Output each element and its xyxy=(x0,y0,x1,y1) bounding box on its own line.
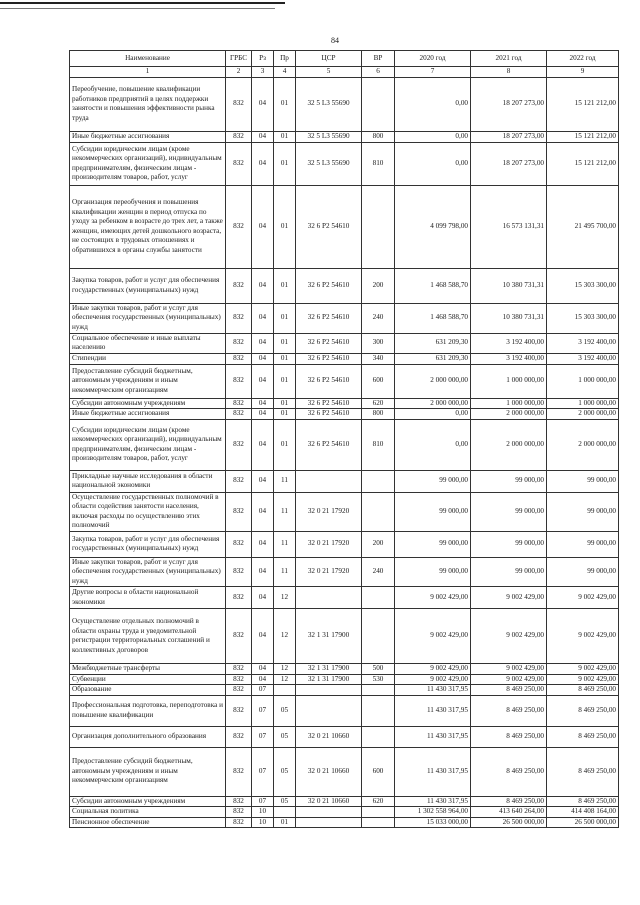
row-grbs: 832 xyxy=(226,664,252,675)
row-value-2020: 11 430 317,95 xyxy=(395,747,471,796)
row-pr: 01 xyxy=(274,333,296,353)
row-value-2021: 8 469 250,00 xyxy=(471,685,547,696)
row-pr: 11 xyxy=(274,470,296,492)
row-value-2022: 8 469 250,00 xyxy=(547,796,619,807)
table-row xyxy=(70,695,619,726)
row-value-2021: 3 192 400,00 xyxy=(471,353,547,364)
table-row xyxy=(70,664,619,675)
row-value-2022: 1 000 000,00 xyxy=(547,398,619,409)
table-row xyxy=(70,333,619,353)
row-value-2020: 9 002 429,00 xyxy=(395,609,471,664)
row-grbs: 832 xyxy=(226,303,252,333)
row-value-2022: 9 002 429,00 xyxy=(547,674,619,685)
row-grbs: 832 xyxy=(226,131,252,142)
col-header-name: Наименование xyxy=(70,51,226,67)
row-value-2022: 2 000 000,00 xyxy=(547,419,619,470)
row-value-2021: 1 000 000,00 xyxy=(471,364,547,398)
row-rz: 04 xyxy=(252,185,274,268)
table-row xyxy=(70,492,619,531)
row-value-2022: 15 121 212,00 xyxy=(547,77,619,131)
row-pr: 01 xyxy=(274,268,296,303)
row-value-2020: 99 000,00 xyxy=(395,557,471,587)
row-value-2021: 99 000,00 xyxy=(471,557,547,587)
row-value-2020: 11 430 317,95 xyxy=(395,796,471,807)
row-name: Субсидии автономным учреждениям xyxy=(70,796,226,807)
row-value-2021: 1 000 000,00 xyxy=(471,398,547,409)
row-value-2022: 26 500 000,00 xyxy=(547,817,619,828)
row-grbs: 832 xyxy=(226,77,252,131)
row-rz: 04 xyxy=(252,353,274,364)
row-vr: 620 xyxy=(362,796,395,807)
row-value-2022: 21 495 700,00 xyxy=(547,185,619,268)
row-value-2022: 9 002 429,00 xyxy=(547,587,619,609)
row-value-2020: 99 000,00 xyxy=(395,492,471,531)
row-name: Осуществление государственных полномочий в области содействия занятости населения, включая расходы по осуществлению этих полномочий xyxy=(70,492,226,531)
row-pr: 01 xyxy=(274,817,296,828)
row-pr: 01 xyxy=(274,353,296,364)
row-grbs: 832 xyxy=(226,364,252,398)
table-row xyxy=(70,557,619,587)
row-rz: 07 xyxy=(252,747,274,796)
row-grbs: 832 xyxy=(226,492,252,531)
row-value-2021: 99 000,00 xyxy=(471,531,547,557)
row-vr xyxy=(362,685,395,696)
row-vr xyxy=(362,470,395,492)
row-rz: 04 xyxy=(252,333,274,353)
row-csr: 32 1 31 17900 xyxy=(296,664,362,675)
row-value-2020: 631 209,30 xyxy=(395,333,471,353)
row-pr: 12 xyxy=(274,587,296,609)
row-pr xyxy=(274,685,296,696)
row-vr: 200 xyxy=(362,531,395,557)
row-csr: 32 0 21 17920 xyxy=(296,557,362,587)
table-row xyxy=(70,685,619,696)
table-row xyxy=(70,531,619,557)
row-vr xyxy=(362,817,395,828)
col-index: 4 xyxy=(274,67,296,78)
row-csr xyxy=(296,817,362,828)
row-name: Осуществление отдельных полномочий в области охраны труда и уведомительной регистрации территориальных соглашений и коллективных договоров xyxy=(70,609,226,664)
row-csr xyxy=(296,470,362,492)
row-value-2022: 15 303 300,00 xyxy=(547,303,619,333)
row-name: Субсидии юридическим лицам (кроме некоммерческих организаций), индивидуальным предпринимателям, физическим лицам - производителям товаров, работ, услуг xyxy=(70,419,226,470)
row-rz: 04 xyxy=(252,557,274,587)
row-name: Закупка товаров, работ и услуг для обеспечения государственных (муниципальных) нужд xyxy=(70,531,226,557)
row-grbs: 832 xyxy=(226,685,252,696)
col-index: 1 xyxy=(70,67,226,78)
row-vr: 500 xyxy=(362,664,395,675)
row-value-2020: 1 468 588,70 xyxy=(395,268,471,303)
row-rz: 04 xyxy=(252,77,274,131)
row-value-2020: 11 430 317,95 xyxy=(395,685,471,696)
row-rz: 04 xyxy=(252,664,274,675)
row-pr: 12 xyxy=(274,674,296,685)
col-index: 2 xyxy=(226,67,252,78)
row-rz: 04 xyxy=(252,419,274,470)
row-value-2020: 9 002 429,00 xyxy=(395,674,471,685)
row-grbs: 832 xyxy=(226,609,252,664)
row-vr: 300 xyxy=(362,333,395,353)
row-value-2021: 8 469 250,00 xyxy=(471,695,547,726)
row-name: Образование xyxy=(70,685,226,696)
table-row xyxy=(70,268,619,303)
row-value-2021: 99 000,00 xyxy=(471,492,547,531)
row-value-2021: 18 207 273,00 xyxy=(471,77,547,131)
row-vr: 810 xyxy=(362,142,395,185)
row-pr: 01 xyxy=(274,185,296,268)
row-name: Субсидии юридическим лицам (кроме некоммерческих организаций), индивидуальным предпринимателям, физическим лицам - производителям товаров, работ, услуг xyxy=(70,142,226,185)
row-rz: 04 xyxy=(252,364,274,398)
row-csr: 32 0 21 10660 xyxy=(296,726,362,747)
row-grbs: 832 xyxy=(226,531,252,557)
row-grbs: 832 xyxy=(226,419,252,470)
row-csr: 32 5 L3 55690 xyxy=(296,77,362,131)
table-row xyxy=(70,398,619,409)
row-value-2021: 9 002 429,00 xyxy=(471,609,547,664)
row-name: Иные закупки товаров, работ и услуг для обеспечения государственных (муниципальных) нужд xyxy=(70,557,226,587)
row-value-2022: 99 000,00 xyxy=(547,492,619,531)
row-value-2021: 18 207 273,00 xyxy=(471,131,547,142)
row-pr: 11 xyxy=(274,531,296,557)
row-value-2020: 1 468 588,70 xyxy=(395,303,471,333)
row-value-2020: 99 000,00 xyxy=(395,470,471,492)
row-grbs: 832 xyxy=(226,409,252,420)
col-index: 9 xyxy=(547,67,619,78)
row-rz: 10 xyxy=(252,807,274,818)
row-value-2021: 99 000,00 xyxy=(471,470,547,492)
col-index: 8 xyxy=(471,67,547,78)
row-csr: 32 0 21 17920 xyxy=(296,531,362,557)
row-rz: 07 xyxy=(252,695,274,726)
row-vr xyxy=(362,587,395,609)
row-value-2021: 18 207 273,00 xyxy=(471,142,547,185)
row-vr: 200 xyxy=(362,268,395,303)
row-name: Предоставление субсидий бюджетным, автономным учреждениям и иным некоммерческим организациям xyxy=(70,747,226,796)
row-value-2021: 3 192 400,00 xyxy=(471,333,547,353)
row-grbs: 832 xyxy=(226,747,252,796)
row-vr xyxy=(362,807,395,818)
row-grbs: 832 xyxy=(226,557,252,587)
row-value-2021: 8 469 250,00 xyxy=(471,726,547,747)
row-grbs: 832 xyxy=(226,268,252,303)
row-pr: 11 xyxy=(274,557,296,587)
row-value-2022: 99 000,00 xyxy=(547,470,619,492)
row-value-2020: 11 430 317,95 xyxy=(395,695,471,726)
table-row xyxy=(70,409,619,420)
row-name: Прикладные научные исследования в области национальной экономики xyxy=(70,470,226,492)
row-rz: 04 xyxy=(252,492,274,531)
table-row xyxy=(70,807,619,818)
row-csr: 32 6 P2 54610 xyxy=(296,364,362,398)
row-csr: 32 0 21 10660 xyxy=(296,796,362,807)
row-vr xyxy=(362,492,395,531)
row-name: Социальная политика xyxy=(70,807,226,818)
row-csr: 32 5 L3 55690 xyxy=(296,142,362,185)
col-index: 5 xyxy=(296,67,362,78)
row-name: Межбюджетные трансферты xyxy=(70,664,226,675)
row-value-2021: 9 002 429,00 xyxy=(471,674,547,685)
row-rz: 04 xyxy=(252,531,274,557)
row-pr: 01 xyxy=(274,419,296,470)
row-grbs: 832 xyxy=(226,398,252,409)
col-header-rz: Рз xyxy=(252,51,274,67)
row-name: Субсидии автономным учреждениям xyxy=(70,398,226,409)
row-value-2020: 4 099 798,00 xyxy=(395,185,471,268)
row-name: Профессиональная подготовка, переподготовка и повышение квалификации xyxy=(70,695,226,726)
row-csr: 32 6 P2 54610 xyxy=(296,419,362,470)
row-rz: 04 xyxy=(252,674,274,685)
col-header-2022: 2022 год xyxy=(547,51,619,67)
row-grbs: 832 xyxy=(226,674,252,685)
row-value-2021: 2 000 000,00 xyxy=(471,409,547,420)
top-rule xyxy=(0,2,285,4)
row-vr: 340 xyxy=(362,353,395,364)
row-vr: 810 xyxy=(362,419,395,470)
row-rz: 04 xyxy=(252,398,274,409)
row-rz: 04 xyxy=(252,587,274,609)
row-pr: 01 xyxy=(274,398,296,409)
row-pr: 01 xyxy=(274,77,296,131)
row-pr: 01 xyxy=(274,409,296,420)
col-index: 3 xyxy=(252,67,274,78)
table-row xyxy=(70,77,619,131)
row-grbs: 832 xyxy=(226,470,252,492)
row-value-2021: 10 380 731,31 xyxy=(471,268,547,303)
row-value-2022: 8 469 250,00 xyxy=(547,726,619,747)
row-name: Переобучение, повышение квалификации работников предприятий в целях поддержки занятости и повышения эффективности рынка труда xyxy=(70,77,226,131)
row-value-2020: 0,00 xyxy=(395,131,471,142)
row-name: Организация дополнительного образования xyxy=(70,726,226,747)
row-csr: 32 0 21 17920 xyxy=(296,492,362,531)
row-vr: 800 xyxy=(362,409,395,420)
row-pr: 12 xyxy=(274,664,296,675)
row-csr xyxy=(296,587,362,609)
row-vr: 240 xyxy=(362,557,395,587)
row-name: Иные бюджетные ассигнования xyxy=(70,131,226,142)
row-name: Социальное обеспечение и иные выплаты населению xyxy=(70,333,226,353)
row-value-2020: 9 002 429,00 xyxy=(395,664,471,675)
col-header-grbs: ГРБС xyxy=(226,51,252,67)
row-csr: 32 6 P2 54610 xyxy=(296,268,362,303)
row-value-2021: 2 000 000,00 xyxy=(471,419,547,470)
row-value-2022: 8 469 250,00 xyxy=(547,747,619,796)
table-row xyxy=(70,419,619,470)
row-value-2021: 10 380 731,31 xyxy=(471,303,547,333)
table-row xyxy=(70,674,619,685)
row-value-2022: 15 303 300,00 xyxy=(547,268,619,303)
row-pr: 12 xyxy=(274,609,296,664)
row-csr xyxy=(296,807,362,818)
table-row xyxy=(70,364,619,398)
row-vr: 530 xyxy=(362,674,395,685)
header-row xyxy=(70,51,619,67)
row-value-2020: 631 209,30 xyxy=(395,353,471,364)
row-pr: 01 xyxy=(274,131,296,142)
row-name: Закупка товаров, работ и услуг для обеспечения государственных (муниципальных) нужд xyxy=(70,268,226,303)
row-value-2021: 9 002 429,00 xyxy=(471,587,547,609)
row-vr xyxy=(362,77,395,131)
column-index-row xyxy=(70,67,619,78)
row-csr xyxy=(296,685,362,696)
row-rz: 04 xyxy=(252,409,274,420)
row-value-2020: 2 000 000,00 xyxy=(395,398,471,409)
col-index: 7 xyxy=(395,67,471,78)
row-csr: 32 1 31 17900 xyxy=(296,609,362,664)
row-value-2020: 2 000 000,00 xyxy=(395,364,471,398)
row-pr: 01 xyxy=(274,303,296,333)
row-value-2022: 3 192 400,00 xyxy=(547,353,619,364)
col-index: 6 xyxy=(362,67,395,78)
row-value-2020: 99 000,00 xyxy=(395,531,471,557)
row-grbs: 832 xyxy=(226,185,252,268)
row-vr: 600 xyxy=(362,364,395,398)
row-vr: 240 xyxy=(362,303,395,333)
row-pr: 01 xyxy=(274,364,296,398)
row-vr: 800 xyxy=(362,131,395,142)
row-vr xyxy=(362,609,395,664)
col-header-2021: 2021 год xyxy=(471,51,547,67)
row-rz: 07 xyxy=(252,726,274,747)
row-csr: 32 6 P2 54610 xyxy=(296,303,362,333)
table-row xyxy=(70,609,619,664)
row-rz: 04 xyxy=(252,131,274,142)
row-grbs: 832 xyxy=(226,333,252,353)
row-rz: 04 xyxy=(252,470,274,492)
row-grbs: 832 xyxy=(226,726,252,747)
col-header-pr: Пр xyxy=(274,51,296,67)
row-csr: 32 6 P2 54610 xyxy=(296,409,362,420)
row-vr: 620 xyxy=(362,398,395,409)
row-pr xyxy=(274,807,296,818)
table-row xyxy=(70,726,619,747)
row-value-2022: 8 469 250,00 xyxy=(547,685,619,696)
row-value-2020: 15 033 000,00 xyxy=(395,817,471,828)
row-name: Другие вопросы в области национальной экономики xyxy=(70,587,226,609)
row-rz: 10 xyxy=(252,817,274,828)
row-value-2021: 413 640 264,00 xyxy=(471,807,547,818)
budget-table xyxy=(69,50,619,828)
row-csr: 32 1 31 17900 xyxy=(296,674,362,685)
row-value-2021: 16 573 131,31 xyxy=(471,185,547,268)
row-value-2020: 0,00 xyxy=(395,77,471,131)
row-name: Иные закупки товаров, работ и услуг для обеспечения государственных (муниципальных) нужд xyxy=(70,303,226,333)
row-value-2022: 9 002 429,00 xyxy=(547,664,619,675)
table-row xyxy=(70,142,619,185)
col-header-2020: 2020 год xyxy=(395,51,471,67)
row-csr: 32 6 P2 54610 xyxy=(296,333,362,353)
row-value-2022: 1 000 000,00 xyxy=(547,364,619,398)
row-csr: 32 5 L3 55690 xyxy=(296,131,362,142)
row-grbs: 832 xyxy=(226,817,252,828)
row-rz: 04 xyxy=(252,142,274,185)
row-pr: 05 xyxy=(274,695,296,726)
row-rz: 04 xyxy=(252,609,274,664)
col-header-vr: ВР xyxy=(362,51,395,67)
row-rz: 07 xyxy=(252,685,274,696)
row-value-2022: 3 192 400,00 xyxy=(547,333,619,353)
row-value-2022: 414 408 164,00 xyxy=(547,807,619,818)
row-vr xyxy=(362,185,395,268)
top-rule-thin xyxy=(0,8,275,9)
row-grbs: 832 xyxy=(226,695,252,726)
row-grbs: 832 xyxy=(226,587,252,609)
row-value-2021: 8 469 250,00 xyxy=(471,796,547,807)
row-value-2020: 0,00 xyxy=(395,409,471,420)
row-value-2022: 2 000 000,00 xyxy=(547,409,619,420)
row-name: Иные бюджетные ассигнования xyxy=(70,409,226,420)
row-name: Пенсионное обеспечение xyxy=(70,817,226,828)
row-pr: 05 xyxy=(274,796,296,807)
row-value-2022: 99 000,00 xyxy=(547,557,619,587)
table-row xyxy=(70,131,619,142)
row-value-2020: 0,00 xyxy=(395,419,471,470)
row-value-2021: 26 500 000,00 xyxy=(471,817,547,828)
row-value-2020: 11 430 317,95 xyxy=(395,726,471,747)
table-row xyxy=(70,303,619,333)
row-name: Предоставление субсидий бюджетным, автономным учреждениям и иным некоммерческим организациям xyxy=(70,364,226,398)
row-vr xyxy=(362,726,395,747)
row-value-2021: 8 469 250,00 xyxy=(471,747,547,796)
row-name: Субвенции xyxy=(70,674,226,685)
row-grbs: 832 xyxy=(226,807,252,818)
row-value-2022: 99 000,00 xyxy=(547,531,619,557)
table-row xyxy=(70,470,619,492)
row-value-2020: 1 302 558 964,00 xyxy=(395,807,471,818)
table-row xyxy=(70,817,619,828)
row-value-2021: 9 002 429,00 xyxy=(471,664,547,675)
col-header-csr: ЦСР xyxy=(296,51,362,67)
row-csr: 32 6 P2 54610 xyxy=(296,398,362,409)
page-number: 84 xyxy=(331,36,339,45)
row-csr: 32 6 P2 54610 xyxy=(296,185,362,268)
table-row xyxy=(70,747,619,796)
row-pr: 11 xyxy=(274,492,296,531)
row-name: Стипендии xyxy=(70,353,226,364)
table-row xyxy=(70,796,619,807)
row-grbs: 832 xyxy=(226,142,252,185)
row-csr: 32 6 P2 54610 xyxy=(296,353,362,364)
table-row xyxy=(70,353,619,364)
row-value-2022: 15 121 212,00 xyxy=(547,142,619,185)
row-value-2022: 9 002 429,00 xyxy=(547,609,619,664)
row-csr: 32 0 21 10660 xyxy=(296,747,362,796)
table-row xyxy=(70,185,619,268)
row-vr xyxy=(362,695,395,726)
row-rz: 07 xyxy=(252,796,274,807)
row-grbs: 832 xyxy=(226,353,252,364)
row-pr: 01 xyxy=(274,142,296,185)
table-row xyxy=(70,587,619,609)
row-grbs: 832 xyxy=(226,796,252,807)
row-value-2022: 8 469 250,00 xyxy=(547,695,619,726)
row-rz: 04 xyxy=(252,303,274,333)
row-vr: 600 xyxy=(362,747,395,796)
row-value-2020: 9 002 429,00 xyxy=(395,587,471,609)
row-value-2020: 0,00 xyxy=(395,142,471,185)
row-csr xyxy=(296,695,362,726)
row-rz: 04 xyxy=(252,268,274,303)
row-pr: 05 xyxy=(274,726,296,747)
row-name: Организация переобучения и повышения квалификации женщин в период отпуска по уходу за ребенком в возрасте до трех лет, а также женщин, имеющих детей дошкольного возраста, не состоящих в трудовых отношениях и обратившихся в органы службы занятости xyxy=(70,185,226,268)
row-value-2022: 15 121 212,00 xyxy=(547,131,619,142)
row-pr: 05 xyxy=(274,747,296,796)
